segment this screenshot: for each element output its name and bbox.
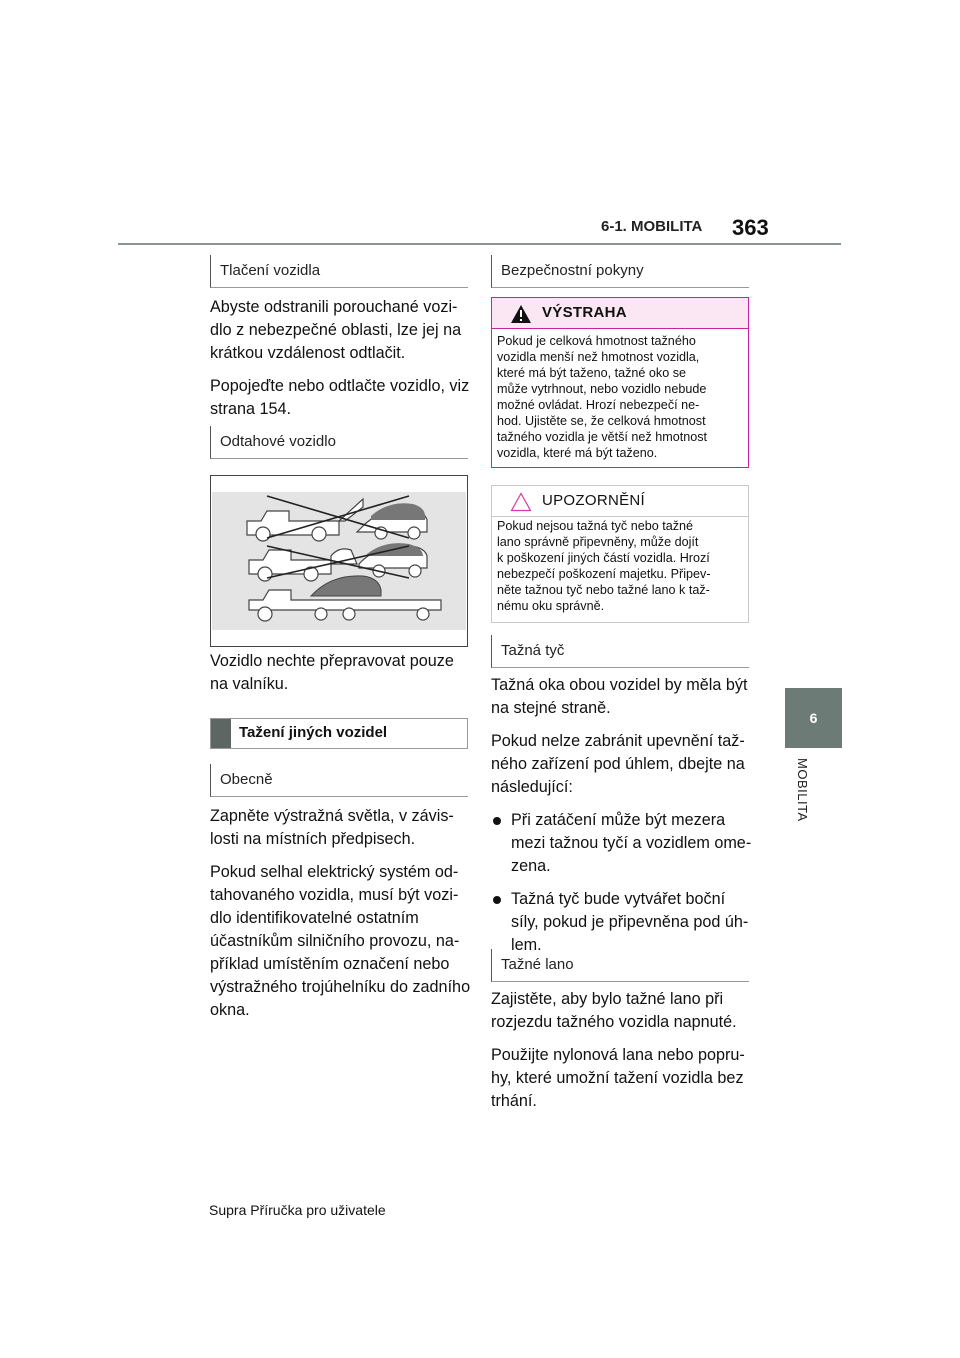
text-line: krátkou vzdálenost odtlačit.	[210, 344, 406, 362]
text-line: Abyste odstranili porouchané vozi-	[210, 298, 458, 316]
text-line: možné ovládat. Hrozí nebezpečí ne-	[497, 398, 700, 412]
text-line: Pokud selhal elektrický systém od-	[210, 863, 459, 881]
text-line: Tažná oka obou vozidel by měla být	[491, 676, 748, 694]
footer-text: Supra Příručka pro uživatele	[209, 1202, 386, 1218]
text-line: nému oku správně.	[497, 599, 605, 613]
text-line: výstražného trojúhelníku do zadního	[210, 978, 471, 996]
chapter-label: MOBILITA	[795, 758, 810, 822]
text-line: dlo z nebezpečné oblasti, lze jej na	[210, 321, 462, 339]
subheading-general-text: Obecně	[220, 771, 273, 788]
tow-rope-paragraph	[491, 988, 753, 1113]
subheading-tow-bar	[491, 635, 749, 668]
subheading-tow-rope	[491, 949, 749, 982]
chapter-tab[interactable]: 6	[785, 688, 842, 748]
text-line: lem.	[511, 936, 542, 954]
warning-box	[491, 297, 749, 468]
text-line: hy, které umožní tažení vozidla bez	[491, 1069, 744, 1087]
text-line: které má být taženo, tažné oko se	[497, 366, 687, 380]
header-divider	[118, 243, 841, 245]
subheading-tow-truck-text: Odtahové vozidlo	[220, 433, 336, 450]
text-line: následující:	[491, 778, 573, 796]
text-line: Popojeďte nebo odtlačte vozidlo, viz	[210, 377, 470, 395]
subheading-safety	[491, 255, 749, 288]
tow-truck-illustration	[210, 475, 468, 647]
tow-bar-paragraph	[491, 674, 753, 957]
tow-truck-paragraph	[210, 650, 470, 696]
text-line: mezi tažnou tyčí a vozidlem ome-	[511, 834, 752, 852]
warning-text	[497, 333, 743, 461]
text-line: nebezpečí poškození majetku. Připev-	[497, 567, 711, 581]
tow-bar-bullets	[491, 809, 753, 957]
section-title: 6-1. MOBILITA	[601, 218, 703, 235]
text-line: k poškození jiných částí vozidla. Hrozí	[497, 551, 710, 565]
text-line: strana 154.	[210, 400, 291, 418]
text-line: síly, pokud je připevněna pod úh-	[511, 913, 749, 931]
text-line: Při zatáčení může být mezera	[511, 811, 726, 829]
text-line: Tažná tyč bude vytvářet boční	[511, 890, 726, 908]
text-line: Pokud nejsou tažná tyč nebo tažné	[497, 519, 694, 533]
warning-triangle-icon	[510, 304, 532, 324]
subheading-tow-truck	[210, 426, 468, 459]
page-number: 363	[732, 215, 769, 240]
text-line: tahovaného vozidla, musí být vozi-	[210, 886, 459, 904]
text-line: může vytrhnout, nebo vozidlo nebude	[497, 382, 707, 396]
text-line: okna.	[210, 1001, 250, 1019]
text-line: Použijte nylonová lana nebo popru-	[491, 1046, 745, 1064]
bullet-icon	[493, 896, 501, 904]
general-paragraph	[210, 805, 472, 1022]
text-line: Zajistěte, aby bylo tažné lano při	[491, 990, 724, 1008]
subheading-pushing	[210, 255, 468, 288]
caution-text	[497, 518, 743, 614]
section-heading-towing-others-text: Tažení jiných vozidel	[239, 724, 388, 741]
subheading-pushing-text: Tlačení vozidla	[220, 262, 321, 279]
text-line: vozidla menší než hmotnost vozidla,	[497, 350, 700, 364]
list-item	[491, 888, 753, 957]
bullet-icon	[493, 817, 501, 825]
text-line: zena.	[511, 857, 551, 875]
caution-triangle-outline-icon	[510, 492, 532, 512]
pushing-paragraph	[210, 296, 470, 421]
caution-title: UPOZORNĚNÍ	[542, 492, 646, 509]
subheading-tow-rope-text: Tažné lano	[501, 956, 574, 973]
text-line: něte tažnou tyč nebo tažné lano k taž-	[497, 583, 710, 597]
text-line: Pokud nelze zabránit upevnění taž-	[491, 732, 745, 750]
text-line: tažného vozidla je větší než hmotnost	[497, 430, 708, 444]
caution-header	[492, 486, 748, 517]
section-heading-towing-others	[210, 718, 468, 749]
warning-header	[492, 298, 748, 329]
text-line: účastníkům silničního provozu, na-	[210, 932, 460, 950]
subheading-general	[210, 764, 468, 797]
text-line: trhání.	[491, 1092, 537, 1110]
text-line: rozjezdu tažného vozidla napnuté.	[491, 1013, 737, 1031]
text-line: losti na místních předpisech.	[210, 830, 416, 848]
text-line: lano správně připevněny, může dojít	[497, 535, 699, 549]
text-line: Zapněte výstražná světla, v závis-	[210, 807, 454, 825]
warning-title: VÝSTRAHA	[542, 304, 627, 321]
text-line: ného zařízení pod úhlem, dbejte na	[491, 755, 745, 773]
subheading-tow-bar-text: Tažná tyč	[501, 642, 565, 659]
text-line: dlo identifikovatelné ostatním	[210, 909, 419, 927]
text-line: příklad umístěním označení nebo	[210, 955, 450, 973]
text-line: vozidla, které má být taženo.	[497, 446, 658, 460]
subheading-safety-text: Bezpečnostní pokyny	[501, 262, 644, 279]
list-item	[491, 809, 753, 878]
text-line: na valníku.	[210, 675, 289, 693]
text-line: hod. Ujistěte se, že celková hmotnost	[497, 414, 706, 428]
text-line: Vozidlo nechte přepravovat pouze	[210, 652, 454, 670]
text-line: Pokud je celková hmotnost tažného	[497, 334, 696, 348]
heading-marker	[211, 719, 231, 748]
caution-box	[491, 485, 749, 623]
text-line: na stejné straně.	[491, 699, 611, 717]
